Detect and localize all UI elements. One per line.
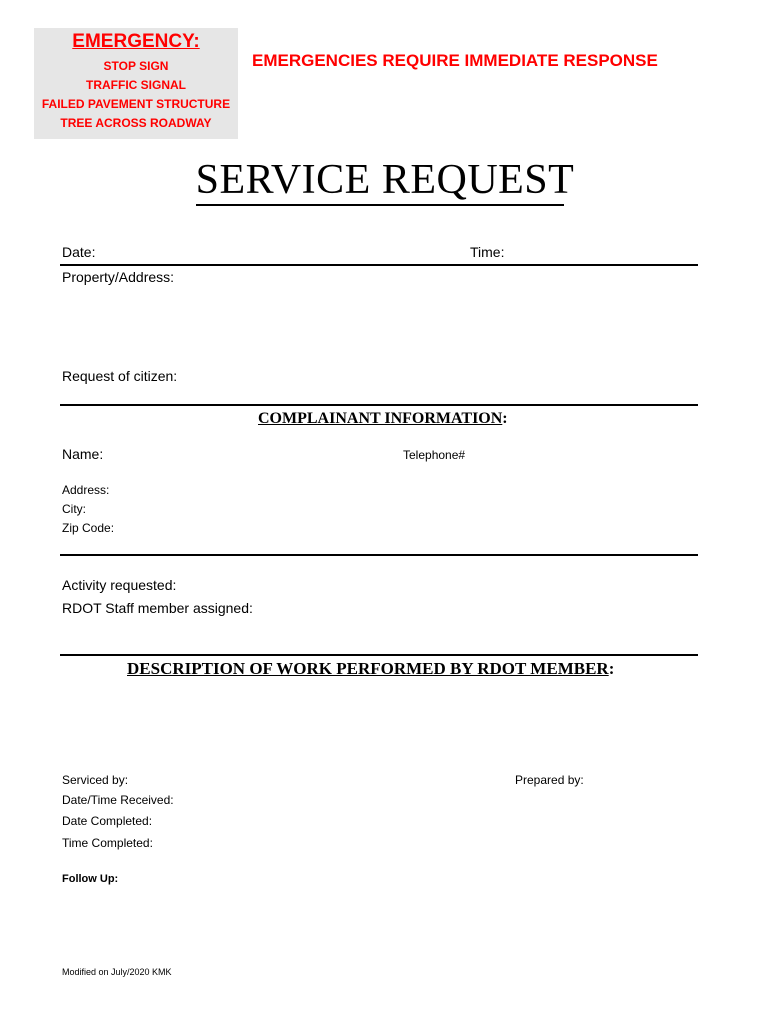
- staff-assigned-label: RDOT Staff member assigned:: [62, 600, 253, 616]
- follow-up-label: Follow Up:: [62, 873, 119, 885]
- emergency-title: EMERGENCY:: [72, 31, 200, 52]
- description-heading: [127, 659, 614, 679]
- telephone-label: Telephone#: [403, 448, 466, 462]
- activity-requested-label: Activity requested:: [62, 577, 177, 593]
- title-underline: [196, 204, 564, 206]
- divider: [60, 654, 698, 656]
- emergency-item-tree: TREE ACROSS ROADWAY: [60, 116, 212, 130]
- description-heading-text: DESCRIPTION OF WORK PERFORMED BY RDOT MEMBER: [127, 659, 609, 678]
- date-label: Date:: [62, 244, 96, 260]
- description-heading-colon: :: [608, 659, 615, 678]
- divider: [60, 264, 698, 266]
- serviced-by-label: Serviced by:: [62, 773, 129, 787]
- date-time-received-label: Date/Time Received:: [62, 793, 174, 807]
- page-title: SERVICE REQUEST: [195, 157, 575, 203]
- complainant-heading: [258, 410, 508, 428]
- property-address-label: Property/Address:: [62, 269, 175, 285]
- emergency-item-stop-sign: STOP SIGN: [103, 59, 169, 73]
- emergency-item-traffic-signal: TRAFFIC SIGNAL: [86, 78, 186, 92]
- footer-modified-note: Modified on July/2020 KMK: [62, 967, 172, 977]
- complainant-heading-colon: :: [502, 410, 508, 427]
- request-of-citizen-label: Request of citizen:: [62, 368, 178, 384]
- name-label: Name:: [62, 446, 104, 462]
- emergency-item-failed-pavement: FAILED PAVEMENT STRUCTURE: [41, 97, 231, 111]
- zip-code-label: Zip Code:: [62, 521, 115, 535]
- complainant-heading-text: COMPLAINANT INFORMATION: [258, 410, 503, 427]
- city-label: City:: [62, 502, 86, 516]
- emergency-headline: EMERGENCIES REQUIRE IMMEDIATE RESPONSE: [252, 51, 658, 70]
- time-label: Time:: [470, 244, 505, 260]
- date-completed-label: Date Completed:: [62, 814, 153, 828]
- time-completed-label: Time Completed:: [62, 836, 153, 850]
- address-label: Address:: [62, 483, 110, 497]
- prepared-by-label: Prepared by:: [515, 773, 584, 787]
- divider: [60, 554, 698, 556]
- divider: [60, 404, 698, 406]
